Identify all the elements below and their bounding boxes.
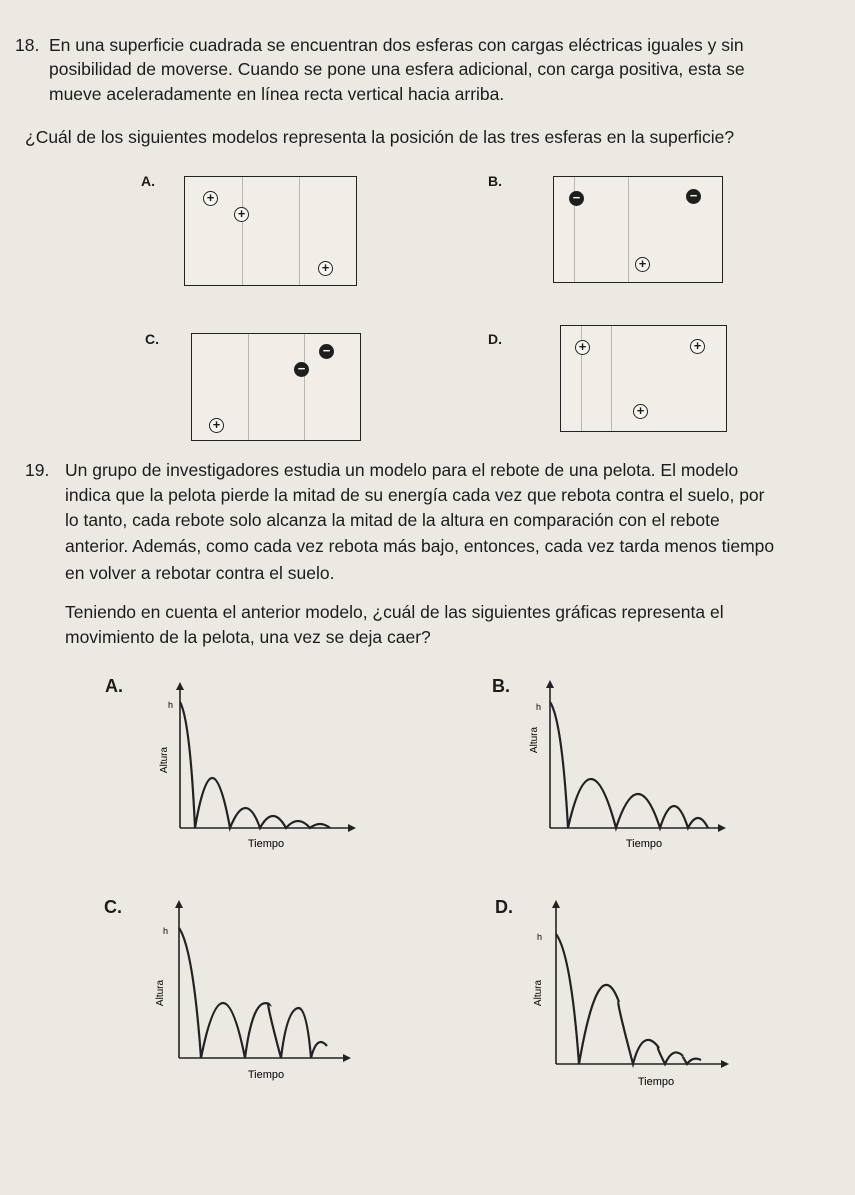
q18-option-d-surface[interactable] xyxy=(560,325,727,432)
negative-charge-icon: − xyxy=(319,344,334,359)
q19-question-line-2: movimiento de la pelota, una vez se deja caer? xyxy=(65,627,431,647)
positive-charge-icon: + xyxy=(690,339,705,354)
q18-option-c-letter: C. xyxy=(145,331,159,347)
q18-question: ¿Cuál de los siguientes modelos representa la posición de las tres esferas en la superficie? xyxy=(25,127,735,147)
q18-option-a-surface[interactable] xyxy=(184,176,357,286)
y-axis-arrow-icon xyxy=(546,680,554,688)
q18-option-c-surface[interactable] xyxy=(191,333,361,441)
positive-charge-icon: + xyxy=(203,191,218,206)
positive-charge-icon: + xyxy=(575,340,590,355)
y-axis-arrow-icon xyxy=(176,682,184,690)
x-axis-label: Tiempo xyxy=(625,838,663,850)
q18-text-line-3: mueve aceleradamente en línea recta vertical hacia arriba. xyxy=(49,84,505,104)
q19-text-line-5: en volver a rebotar contra el suelo. xyxy=(65,563,335,583)
q19-option-a-graph[interactable] xyxy=(140,680,370,860)
grid-line xyxy=(299,177,300,285)
grid-line xyxy=(628,177,629,282)
h-label: h xyxy=(536,702,542,712)
grid-line xyxy=(611,326,612,431)
grid-line xyxy=(248,334,249,440)
bounce-curve xyxy=(556,934,701,1064)
x-axis-arrow-icon xyxy=(343,1054,351,1062)
q18-option-a-letter: A. xyxy=(141,173,155,189)
q19-option-a-letter: A. xyxy=(105,676,123,696)
x-axis-label: Tiempo xyxy=(247,1069,285,1081)
h-label: h xyxy=(537,932,543,942)
y-axis-label: Altura xyxy=(529,726,540,754)
grid-line xyxy=(242,177,243,285)
x-axis-label: Tiempo xyxy=(247,838,285,850)
q19-option-c-graph[interactable] xyxy=(135,898,365,1088)
negative-charge-icon: − xyxy=(569,191,584,206)
bounce-curve xyxy=(179,928,327,1058)
bounce-curve xyxy=(180,702,330,828)
y-axis-label: Altura xyxy=(159,746,170,774)
q19-number: 19. xyxy=(25,460,50,480)
positive-charge-icon: + xyxy=(209,418,224,433)
h-label: h xyxy=(163,926,169,936)
positive-charge-icon: + xyxy=(234,207,249,222)
y-axis-arrow-icon xyxy=(552,900,560,908)
bounce-curve xyxy=(550,702,708,828)
positive-charge-icon: + xyxy=(635,257,650,272)
q19-text-line-4: anterior. Además, como cada vez rebota más bajo, entonces, cada vez tarda menos tiempo xyxy=(65,536,775,556)
y-axis-arrow-icon xyxy=(175,900,183,908)
q18-option-d-letter: D. xyxy=(488,331,502,347)
q18-text-line-1: En una superficie cuadrada se encuentran dos esferas con cargas eléctricas iguales y sin xyxy=(49,35,744,55)
q18-text-line-2: posibilidad de moverse. Cuando se pone una esfera adicional, con carga positiva, esta se xyxy=(49,59,745,79)
grid-line xyxy=(304,334,305,440)
q18-option-b-letter: B. xyxy=(488,173,502,189)
x-axis-arrow-icon xyxy=(718,824,726,832)
negative-charge-icon: − xyxy=(294,362,309,377)
q18-number: 18. xyxy=(15,35,40,55)
y-axis-label: Altura xyxy=(533,979,544,1007)
q19-option-b-letter: B. xyxy=(492,676,510,696)
q19-text-line-3: lo tanto, cada rebote solo alcanza la mitad de la altura en comparación con el rebote xyxy=(65,510,720,530)
positive-charge-icon: + xyxy=(633,404,648,419)
negative-charge-icon: − xyxy=(686,189,701,204)
q19-text-line-1: Un grupo de investigadores estudia un modelo para el rebote de una pelota. El modelo xyxy=(65,460,739,480)
q19-option-d-letter: D. xyxy=(495,897,513,917)
q19-option-c-letter: C. xyxy=(104,897,122,917)
x-axis-arrow-icon xyxy=(721,1060,729,1068)
q18-option-b-surface[interactable] xyxy=(553,176,723,283)
h-label: h xyxy=(168,700,174,710)
q19-text-line-2: indica que la pelota pierde la mitad de su energía cada vez que rebota contra el suelo, por xyxy=(65,485,765,505)
positive-charge-icon: + xyxy=(318,261,333,276)
q19-option-d-graph[interactable] xyxy=(515,898,745,1088)
x-axis-arrow-icon xyxy=(348,824,356,832)
y-axis-label: Altura xyxy=(155,979,166,1007)
q19-option-b-graph[interactable] xyxy=(516,680,746,860)
q19-question-line-1: Teniendo en cuenta el anterior modelo, ¿cuál de las siguientes gráficas representa el xyxy=(65,602,724,622)
x-axis-label: Tiempo xyxy=(637,1076,675,1088)
